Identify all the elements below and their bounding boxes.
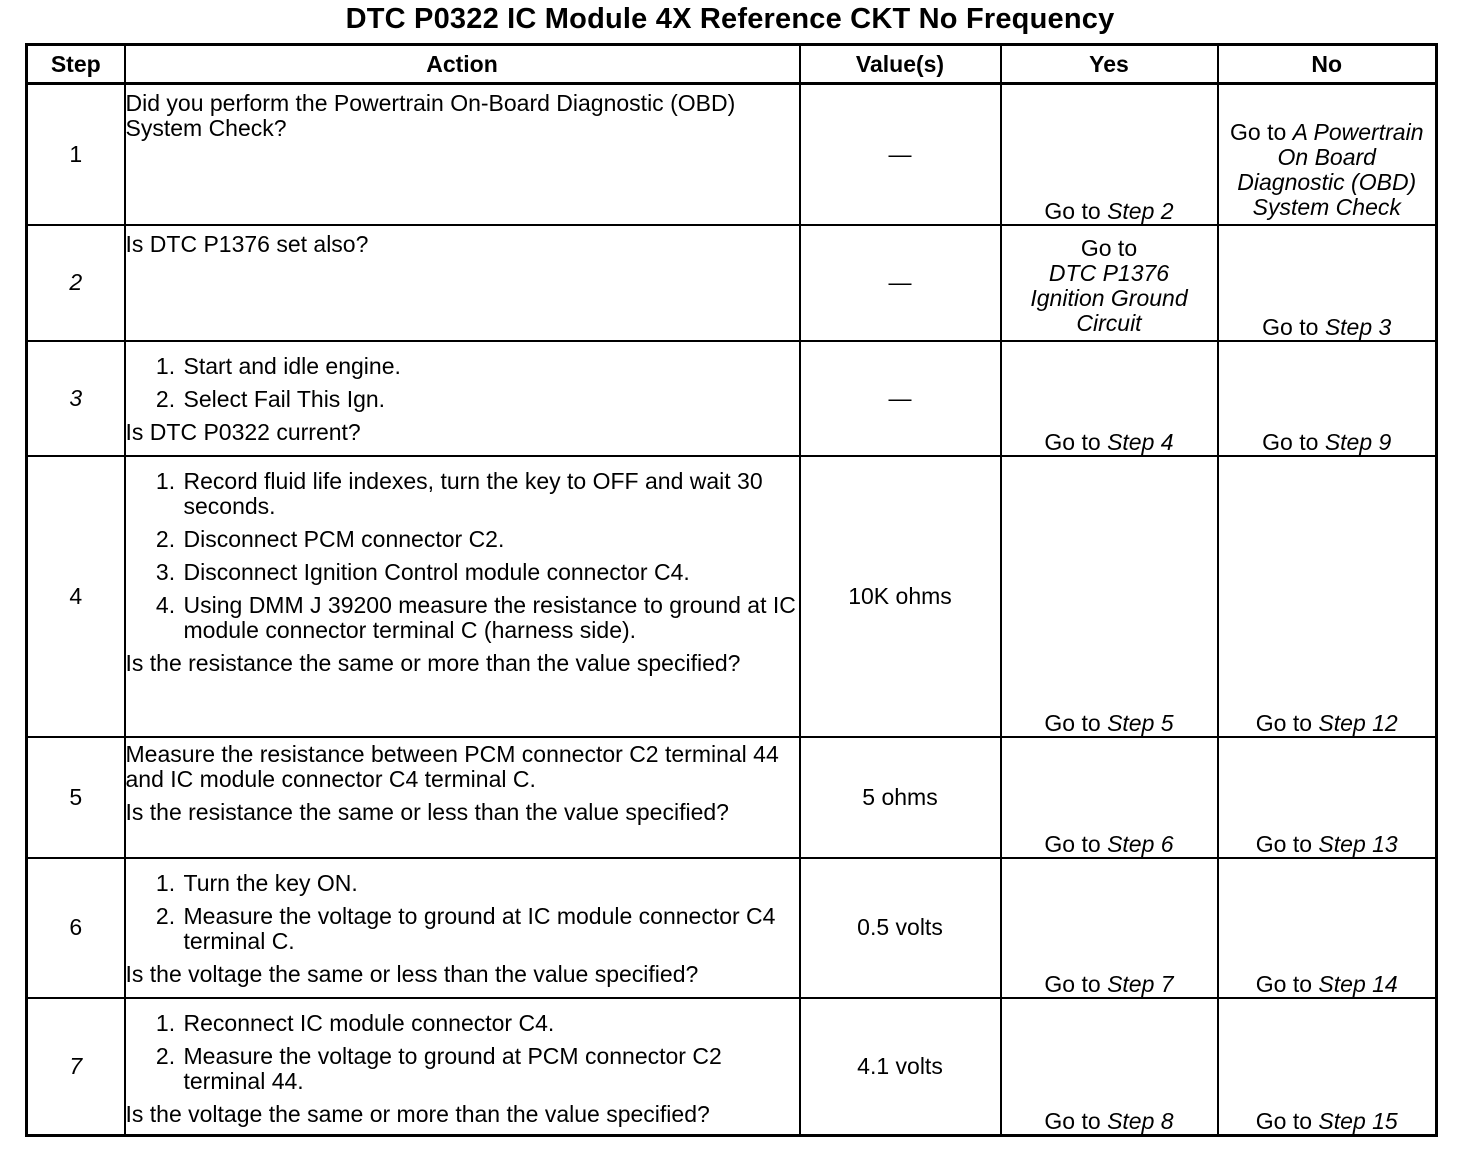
action-cell [125, 998, 800, 1136]
value-cell: — [800, 84, 1001, 225]
no-target: Step 3 [1324, 313, 1392, 340]
header-step: Step [27, 45, 125, 84]
action-question: Is the resistance the same or more than the value specified? [125, 649, 741, 676]
no-cell [1218, 341, 1437, 456]
yes-target: Step 8 [1107, 1108, 1174, 1134]
go-to-label: Go to [1255, 1108, 1313, 1134]
no-target: Step 9 [1324, 428, 1392, 455]
no-cell [1218, 858, 1437, 998]
value-cell: 10K ohms [800, 456, 1001, 737]
table-row [27, 998, 1437, 1136]
yes-target: Step 5 [1107, 709, 1174, 736]
go-to-label: Go to [1255, 830, 1313, 857]
step-number: 7 [27, 998, 125, 1136]
action-step: 1. Turn the key ON. [182, 871, 799, 896]
table-row [27, 225, 1437, 341]
no-cell [1218, 998, 1437, 1136]
value-cell: — [800, 341, 1001, 456]
header-yes: Yes [1001, 45, 1218, 84]
diagnostic-table [25, 43, 1438, 1137]
action-question: Is DTC P0322 current? [125, 418, 361, 445]
step-number: 4 [27, 456, 125, 737]
action-step: 3. Disconnect Ignition Control module connector C4. [182, 560, 799, 585]
action-step: 2. Measure the voltage to ground at IC module connector C4 terminal C. [182, 904, 799, 954]
action-step: 1. Start and idle engine. [182, 354, 799, 379]
no-cell [1218, 225, 1437, 341]
yes-cell [1001, 84, 1218, 225]
header-no: No [1218, 45, 1437, 84]
go-to-label: Go to [1044, 830, 1101, 857]
table-row [27, 456, 1437, 737]
no-cell [1218, 456, 1437, 737]
go-to-label: Go to [1255, 970, 1313, 997]
action-cell [125, 341, 800, 456]
yes-cell [1001, 225, 1218, 341]
step-number: 5 [27, 737, 125, 858]
step-number: 3 [27, 341, 125, 456]
action-step: 2. Disconnect PCM connector C2. [182, 527, 799, 552]
header-values: Value(s) [800, 45, 1001, 84]
yes-target: DTC P1376 Ignition Ground Circuit [1030, 259, 1188, 336]
go-to-label: Go to [1044, 709, 1101, 736]
no-cell [1218, 84, 1437, 225]
action-cell [125, 225, 800, 341]
go-to-label: Go to [1044, 970, 1101, 997]
go-to-label: Go to [1255, 709, 1313, 736]
table-row [27, 84, 1437, 225]
action-step: 1. Reconnect IC module connector C4. [182, 1011, 799, 1036]
action-cell [125, 858, 800, 998]
no-cell [1218, 737, 1437, 858]
header-action: Action [125, 45, 800, 84]
page-title: DTC P0322 IC Module 4X Reference CKT No Frequency [345, 3, 1115, 35]
step-number: 1 [27, 84, 125, 225]
yes-target: Step 6 [1107, 830, 1174, 857]
go-to-label: Go to [1262, 313, 1319, 340]
action-steps [126, 871, 799, 954]
go-to-label: Go to [1080, 234, 1138, 261]
yes-target: Step 2 [1107, 197, 1174, 224]
no-target: A Powertrain On Board Diagnostic (OBD) System Check [1237, 118, 1424, 220]
yes-target: Step 4 [1107, 428, 1174, 455]
value-cell: — [800, 225, 1001, 341]
action-question: Is the resistance the same or less than the value specified? [125, 798, 729, 825]
step-number: 2 [27, 225, 125, 341]
yes-cell [1001, 858, 1218, 998]
action-steps [126, 354, 799, 412]
yes-cell [1001, 456, 1218, 737]
go-to-label: Go to [1044, 428, 1101, 455]
table-row [27, 737, 1437, 858]
action-question: Is DTC P1376 set also? [125, 230, 369, 257]
go-to-label: Go to [1230, 118, 1287, 145]
no-target: Step 12 [1318, 709, 1398, 736]
value-cell: 4.1 volts [800, 998, 1001, 1136]
action-steps [126, 1011, 799, 1094]
action-intro: Measure the resistance between PCM connector C2 terminal 44 and IC module connector C4 terminal C. [125, 740, 779, 792]
step-number: 6 [27, 858, 125, 998]
action-step: 1. Record fluid life indexes, turn the key to OFF and wait 30 seconds. [182, 469, 799, 519]
action-cell [125, 84, 800, 225]
action-question: Did you perform the Powertrain On-Board Diagnostic (OBD) System Check? [125, 90, 736, 141]
table-header-row [27, 45, 1437, 84]
no-target: Step 13 [1318, 830, 1398, 857]
go-to-label: Go to [1262, 428, 1319, 455]
yes-target: Step 7 [1107, 970, 1174, 997]
action-step: 2. Select Fail This Ign. [182, 387, 799, 412]
action-steps [126, 469, 799, 643]
action-step: 2. Measure the voltage to ground at PCM connector C2 terminal 44. [182, 1044, 799, 1094]
action-cell [125, 737, 800, 858]
yes-cell [1001, 737, 1218, 858]
value-cell: 5 ohms [800, 737, 1001, 858]
no-target: Step 15 [1318, 1108, 1398, 1134]
action-question: Is the voltage the same or more than the value specified? [125, 1100, 710, 1127]
action-question: Is the voltage the same or less than the value specified? [125, 960, 699, 987]
table-row [27, 858, 1437, 998]
action-step: 4. Using DMM J 39200 measure the resistance to ground at IC module connector terminal C (harness side). [182, 593, 799, 643]
go-to-label: Go to [1044, 1108, 1101, 1134]
value-cell: 0.5 volts [800, 858, 1001, 998]
action-cell [125, 456, 800, 737]
no-target: Step 14 [1318, 970, 1398, 997]
table-row [27, 341, 1437, 456]
go-to-label: Go to [1044, 197, 1101, 224]
yes-cell [1001, 998, 1218, 1136]
yes-cell [1001, 341, 1218, 456]
